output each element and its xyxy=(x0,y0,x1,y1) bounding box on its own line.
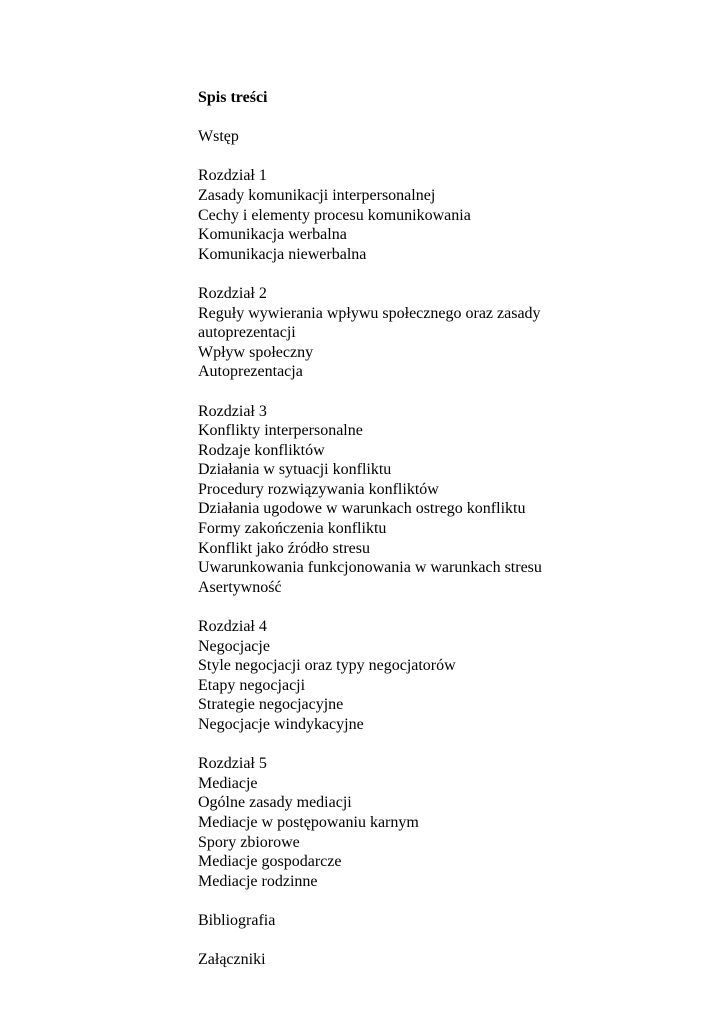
chapter-heading: Rozdział 2 xyxy=(198,284,267,302)
toc-entry-appendices: Załączniki xyxy=(198,951,266,969)
toc-entry: Ogólne zasady mediacji xyxy=(198,794,352,812)
toc-chapter-5 xyxy=(198,754,698,891)
toc-entry: Procedury rozwiązywania konfliktów xyxy=(198,480,439,498)
toc-entry: Uwarunkowania funkcjonowania w warunkach stresu xyxy=(198,559,542,577)
chapter-heading: Rozdział 4 xyxy=(198,618,267,636)
toc-entry: Mediacje gospodarcze xyxy=(198,853,342,871)
toc-chapter-4 xyxy=(198,617,698,735)
toc-entry: Mediacje xyxy=(198,774,258,792)
toc-entry: Zasady komunikacji interpersonalnej xyxy=(198,186,436,204)
toc-entry: Formy zakończenia konfliktu xyxy=(198,520,387,538)
toc-entry: Rodzaje konfliktów xyxy=(198,441,325,459)
toc-entry: Konflikty interpersonalne xyxy=(198,422,363,440)
toc-entry: Cechy i elementy procesu komunikowania xyxy=(198,206,471,224)
toc-entry-intro: Wstęp xyxy=(198,128,239,146)
toc-entry: Konflikt jako źródło stresu xyxy=(198,539,370,557)
chapter-heading: Rozdział 1 xyxy=(198,167,267,185)
toc-entry: Działania ugodowe w warunkach ostrego konfliktu xyxy=(198,500,526,518)
toc-entry: Mediacje w postępowaniu karnym xyxy=(198,813,419,831)
toc-entry: Reguły wywierania wpływu społecznego oraz zasady autoprezentacji xyxy=(198,304,541,342)
toc-entry: Asertywność xyxy=(198,578,282,596)
toc-entry: Mediacje rodzinne xyxy=(198,872,318,890)
toc-entry: Negocjacje xyxy=(198,637,270,655)
toc-entry: Działania w sytuacji konfliktu xyxy=(198,461,392,479)
toc-entry-bibliography: Bibliografia xyxy=(198,911,276,929)
table-of-contents xyxy=(198,88,698,970)
toc-entry: Etapy negocjacji xyxy=(198,676,306,694)
toc-chapter-2 xyxy=(198,284,698,382)
toc-entry: Autoprezentacja xyxy=(198,363,303,381)
chapter-heading: Rozdział 3 xyxy=(198,402,267,420)
toc-entry: Spory zbiorowe xyxy=(198,833,300,851)
chapter-heading: Rozdział 5 xyxy=(198,755,267,773)
toc-entry: Style negocjacji oraz typy negocjatorów xyxy=(198,657,456,675)
toc-entry: Negocjacje windykacyjne xyxy=(198,716,364,733)
toc-entry: Komunikacja werbalna xyxy=(198,226,347,244)
toc-title: Spis treści xyxy=(198,89,268,106)
toc-chapter-1 xyxy=(198,166,698,264)
toc-chapter-3 xyxy=(198,402,698,598)
toc-entry: Wpływ społeczny xyxy=(198,343,314,361)
toc-entry: Strategie negocjacyjne xyxy=(198,696,344,714)
toc-entry: Komunikacja niewerbalna xyxy=(198,245,367,263)
